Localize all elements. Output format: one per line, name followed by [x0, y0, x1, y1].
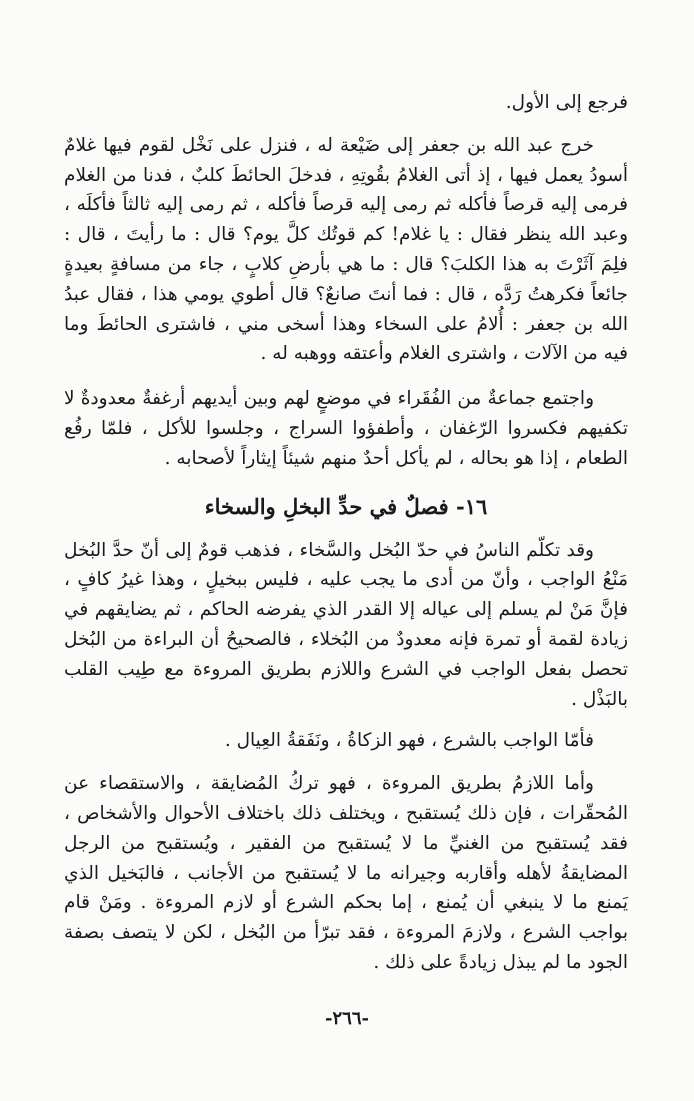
paragraph-chivalry: وأما اللازمُ بطريق المروءة ، فهو تركُ المُضايقة ، والاستقصاء عن المُحقّرات ، فإن ذلك يُستقبح ، ويختلف ذلك باختلاف الأحوال والأشخاص ، فقد يُستقبح من الغنيِّ ما لا يُستقبح من الفقير ، ويُستقبح من الرجل المضايقةُ لأهله وأقاربه وجيرانه ما لا يُستقبح من الأجانب ، فالبَخيل الذي يَمنع ما لا ينبغي أن يُمنع ، إما بحكم الشرع أو لازم المروءة . ومَنْ قام بواجب الشرع ، ولازمَ المروءة ، فقد تبرّأ من البُخل ، لكن لا يتصف بصفة الجود ما لم يبذل زيادةً على ذلك .	[64, 773, 628, 973]
paragraph-definition: وقد تكلّم الناسُ في حدّ البُخل والسَّخاء ، فذهب قومٌ إلى أنّ حدَّ البُخل مَنْعُ الواجب ، وأنّ من أدى ما يجب عليه ، فليس ببخيلٍ ، وهذا غيرُ كافٍ ، فإنَّ مَنْ لم يسلم إلى عياله إلا القدر الذي يفرضه الحاكم ، ثم يضايقهم في زيادة لقمة أو تمرة فإنه معدودٌ من البُخلاء ، فالصحيحُ أن البراءة من البُخل تحصل بفعل الواجب في الشرع واللازم بطريق المروءة مع طِيب القلب بالبَذْل .	[64, 539, 628, 710]
paragraph-obligatory: فأمّا الواجب بالشرع ، فهو الزكاةُ ، ونَفَقةُ العِيال .	[224, 730, 594, 752]
section-heading: ١٦- فصلٌ في حدِّ البخلِ والسخاء	[204, 493, 488, 519]
paragraph-return: فرجع إلى الأول.	[505, 92, 628, 113]
paragraph-poor-group: واجتمع جماعةٌ من الفُقَراء في موضعٍ لهم وبين أيديهم أرغفةٌ معدودةٌ لا تكفيهم فكسروا الرّغفان ، وأطفؤوا السراج ، وجلسوا للأكل ، فلمّا رفُع الطعام ، إذا هو بحاله ، لم يأكل أحدٌ منهم شيئاً إيثاراً لأصحابه .	[64, 388, 628, 469]
paragraph-abdullah-story: خرج عبد الله بن جعفر إلى ضَيْعة له ، فنزل على نَخْل لقوم فيها غلامٌ أسودُ يعمل فيها ، إذ أتى الغلامُ بقُوتِهِ ، فدخلَ الحائطَ كلبٌ ، فدنا من الغلام فرمى إليه قرصاً فأكله ثم رمى إليه قرصاً فأكله ، ثم رمى إليه ثالثاً فأكلَه ، وعبد الله ينظر فقال : يا غلام! كم قوتُك كلَّ يوم؟ قال : ما رأيتَ ، قال : فلِمَ آثَرْتَ به هذا الكلبَ؟ قال : ما هي بأرضِ كلابٍ ، جاء من مسافةٍ بعيدةٍ جائعاً فكرهتُ رَدَّه ، قال : فما أنتَ صانعٌ؟ قال أطوي يومي هذا ، فقال عبدُ الله بن جعفر : أُلامُ على السخاء وهذا أسخى مني ، فاشترى الحائطَ وما فيه من الآلات ، واشترى الغلام وأعتقه ووهبه له .	[64, 134, 628, 365]
page-number: -٢٦٦-	[325, 1008, 369, 1029]
